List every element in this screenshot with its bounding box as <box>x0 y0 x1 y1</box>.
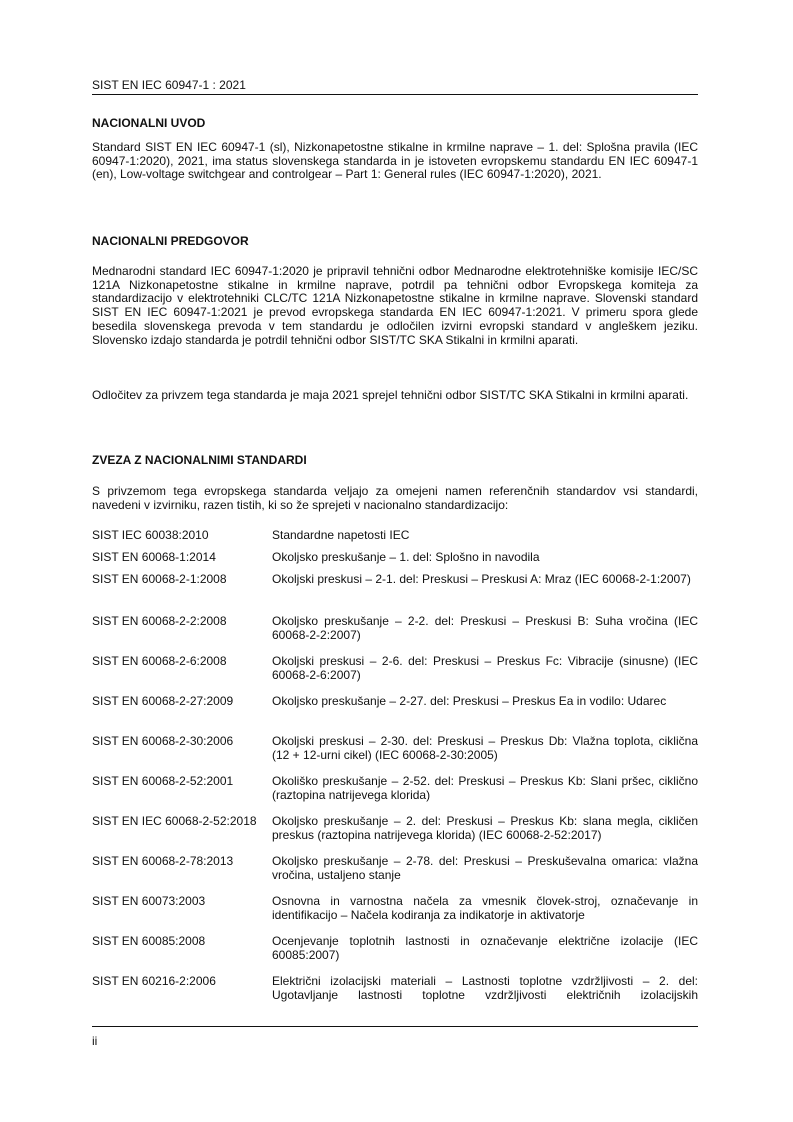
footer-rule <box>92 1026 698 1027</box>
uvod-paragraph: Standard SIST EN IEC 60947-1 (sl), Nizkonapetostne stikalne in krmilne naprave – 1. del: Splošna pravila (IEC 60947-1:2020), 2021, ima status slovenskega standarda in je istoveten evropskemu standardu EN IEC 60947-1 (en), Low-voltage switchgear and controlgear – Part 1: General rules (IEC 60947-1:2020), 2021. <box>92 140 698 182</box>
standard-code: SIST EN 60068-2-27:2009 <box>92 694 234 708</box>
standard-row <box>92 735 698 762</box>
standard-row <box>92 855 698 882</box>
section-heading-uvod: NACIONALNI UVOD <box>92 116 206 130</box>
standard-title: Okoljsko preskušanje – 2-78. del: Preskusi – Preskuševalna omarica: vlažna vročina, ustaljeno stanje <box>272 854 698 882</box>
standard-row <box>92 573 698 587</box>
standard-row <box>92 695 698 709</box>
standard-title: Okoljsko preskušanje – 2. del: Preskusi – Preskus Kb: slana megla, cikličen preskus (raztopina natrijevega klorida) (IEC 60068-2-52:2017) <box>272 814 698 842</box>
zveza-paragraph: S privzemom tega evropskega standarda veljajo za omejeni namen referenčnih standardov vsi standardi, navedeni v izvirniku, razen tistih, ki so že sprejeti v nacionalno standardizacijo: <box>92 484 698 512</box>
standard-row <box>92 551 698 565</box>
standard-title: Okoljsko preskušanje – 1. del: Splošno in navodila <box>272 550 540 564</box>
standard-row <box>92 615 698 642</box>
standard-title: Okoljski preskusi – 2-1. del: Preskusi – Preskusi A: Mraz (IEC 60068-2-1:2007) <box>272 572 691 586</box>
predgovor-paragraph-1: Mednarodni standard IEC 60947-1:2020 je pripravil tehnični odbor Mednarodne elektrotehniške komisije IEC/SC 121A Nizkonapetostne stikalne in krmilne naprave, potrdil pa tehnični odbor Evropskega komiteja za standardizacijo v elektrotehniki CLC/TC 121A Nizkonapetostne stikalne in krmilne naprave. Slovenski standard SIST EN IEC 60947-1:2021 je prevod evropskega standarda EN IEC 60947-1:2021. V primeru spora glede besedila slovenskega prevoda v tem standardu je odločilen izvirni evropski standard v angleškem jeziku. Slovensko izdajo standarda je potrdil tehnični odbor SIST/TC SKA Stikalni in krmilni aparati. <box>92 264 698 347</box>
standard-title: Okoljski preskusi – 2-6. del: Preskusi – Preskus Fc: Vibracije (sinusne) (IEC 60068-2-6:2007) <box>272 654 698 682</box>
standard-code: SIST EN 60068-2-1:2008 <box>92 572 227 586</box>
standard-row <box>92 655 698 682</box>
standard-row <box>92 775 698 802</box>
standard-title: Standardne napetosti IEC <box>272 528 410 542</box>
standard-title: Okoliško preskušanje – 2-52. del: Preskusi – Preskus Kb: Slani pršec, ciklično (raztopina natrijevega klorida) <box>272 774 698 802</box>
standard-title: Ocenjevanje toplotnih lastnosti in označevanje električne izolacije (IEC 60085:2007) <box>272 934 698 962</box>
header-rule <box>92 94 698 95</box>
standard-row <box>92 529 698 543</box>
predgovor-paragraph-2: Odločitev za privzem tega standarda je maja 2021 sprejel tehnični odbor SIST/TC SKA Stikalni in krmilni aparati. <box>92 388 689 402</box>
standard-code: SIST EN 60085:2008 <box>92 934 206 948</box>
standard-row <box>92 935 698 962</box>
standard-code: SIST EN 60068-2-6:2008 <box>92 654 227 668</box>
page-number: ii <box>92 1034 98 1048</box>
standard-code: SIST EN 60068-2-52:2001 <box>92 774 234 788</box>
standard-title: Električni izolacijski materiali – Lastnosti toplotne vzdržljivosti – 2. del: Ugotavljanje lastnosti toplotne vzdržljivosti električnih izolacijskih <box>272 974 698 1002</box>
standard-row <box>92 975 698 1002</box>
standard-code: SIST EN 60073:2003 <box>92 894 206 908</box>
standard-title: Okoljsko preskušanje – 2-27. del: Preskusi – Preskus Ea in vodilo: Udarec <box>272 694 667 708</box>
standard-code: SIST EN 60068-2-2:2008 <box>92 614 227 628</box>
running-header: SIST EN IEC 60947-1 : 2021 <box>92 78 246 92</box>
standard-code: SIST IEC 60038:2010 <box>92 528 209 542</box>
standard-code: SIST EN IEC 60068-2-52:2018 <box>92 814 257 828</box>
standard-title: Okoljski preskusi – 2-30. del: Preskusi – Preskus Db: Vlažna toplota, ciklična (12 + 12-urni cikel) (IEC 60068-2-30:2005) <box>272 734 698 762</box>
standard-code: SIST EN 60068-2-30:2006 <box>92 734 234 748</box>
section-heading-zveza: ZVEZA Z NACIONALNIMI STANDARDI <box>92 453 307 467</box>
standard-code: SIST EN 60068-1:2014 <box>92 550 216 564</box>
standard-row <box>92 815 698 842</box>
standard-title: Osnovna in varnostna načela za vmesnik človek-stroj, označevanje in identifikacijo – Načela kodiranja za indikatorje in aktivatorje <box>272 894 698 922</box>
standard-title: Okoljsko preskušanje – 2-2. del: Preskusi – Preskusi B: Suha vročina (IEC 60068-2-2:2007) <box>272 614 698 642</box>
section-heading-predgovor: NACIONALNI PREDGOVOR <box>92 234 249 248</box>
standard-code: SIST EN 60068-2-78:2013 <box>92 854 234 868</box>
standard-code: SIST EN 60216-2:2006 <box>92 974 216 988</box>
standard-row <box>92 895 698 922</box>
